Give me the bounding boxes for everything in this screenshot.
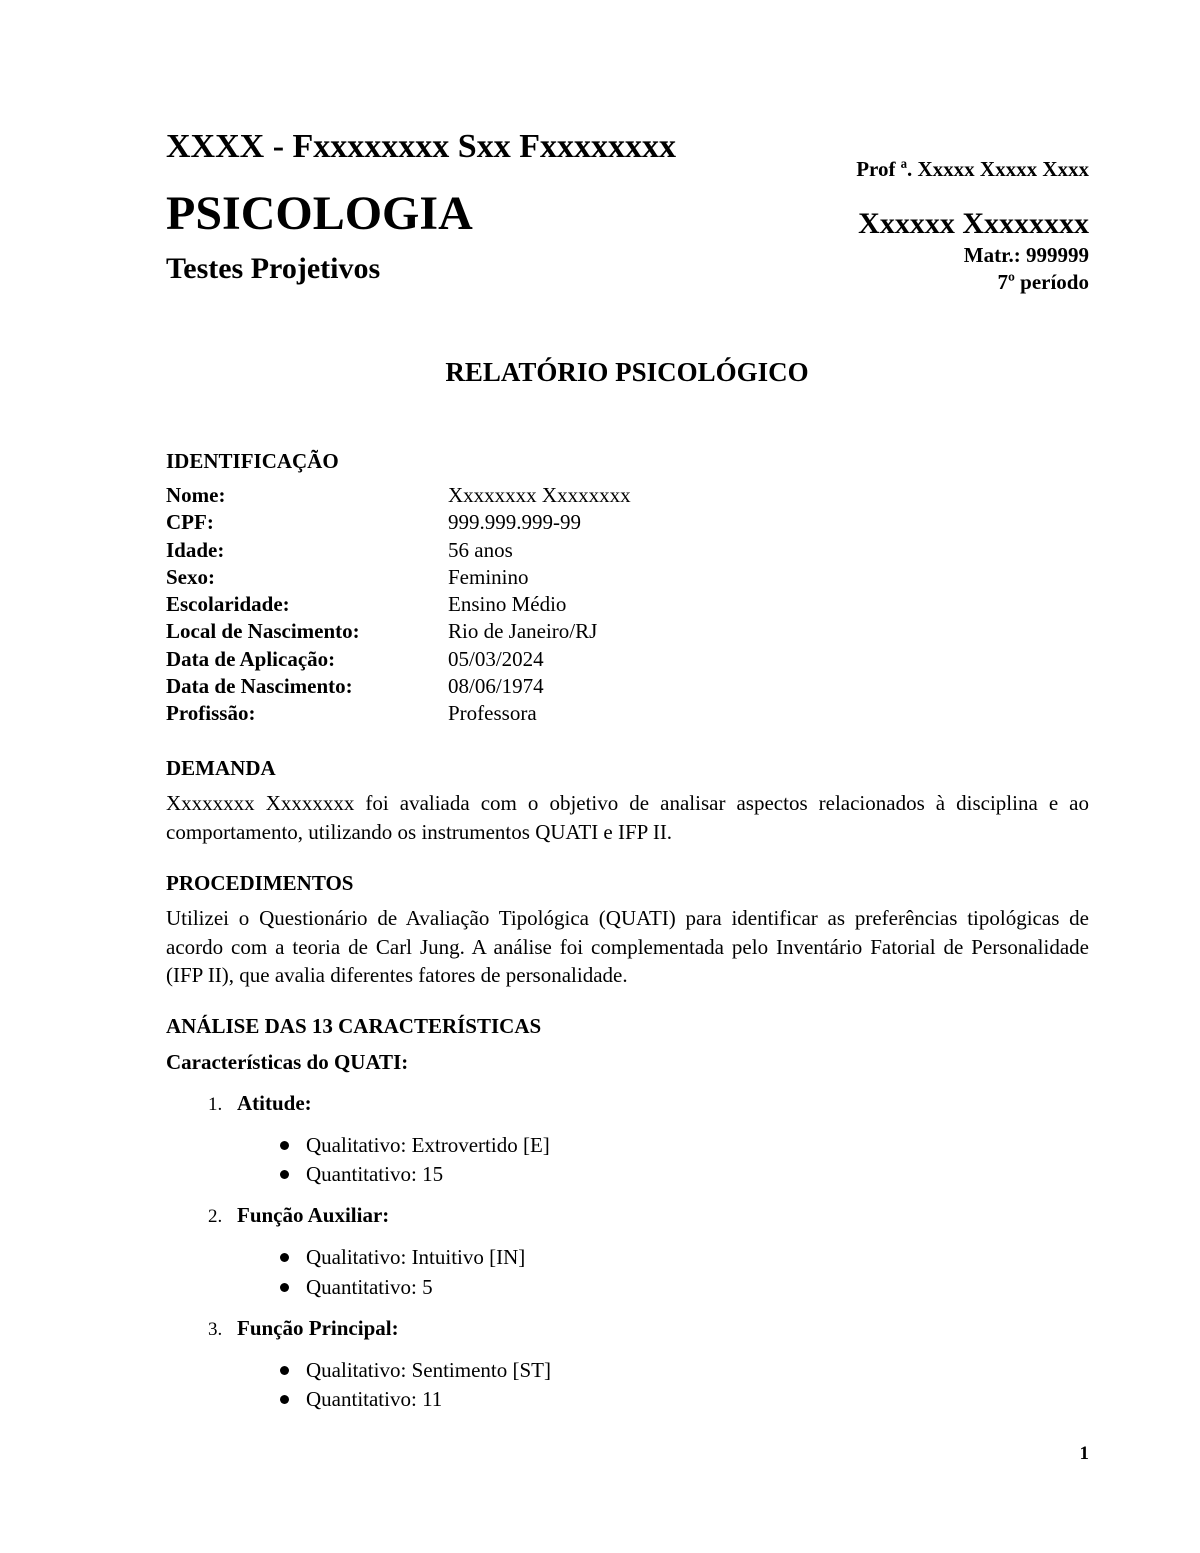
identification-heading: IDENTIFICAÇÃO <box>166 449 339 473</box>
id-value: Ensino Médio <box>448 592 567 617</box>
id-value: 08/06/1974 <box>448 674 544 699</box>
id-label: Local de Nascimento: <box>166 619 360 644</box>
id-value: Feminino <box>448 564 529 589</box>
qualitative-value: Qualitativo: Sentimento [ST] <box>306 1358 551 1382</box>
id-row-sex <box>166 564 631 591</box>
qualitative-value: Qualitativo: Extrovertido [E] <box>306 1133 550 1157</box>
list-item <box>208 1203 389 1228</box>
bullet-item <box>280 1133 550 1158</box>
id-value: 999.999.999-99 <box>448 510 581 535</box>
bullet-icon <box>280 1141 289 1150</box>
id-label: Sexo: <box>166 564 215 589</box>
id-label: Escolaridade: <box>166 592 290 617</box>
subject-title: PSICOLOGIA <box>166 187 473 240</box>
item-title: Atitude: <box>237 1091 312 1115</box>
registration-number: Matr.: 999999 <box>963 243 1089 267</box>
course-name: Testes Projetivos <box>166 252 381 285</box>
qualitative-value: Qualitativo: Intuitivo [IN] <box>306 1245 526 1269</box>
id-row-application-date <box>166 646 631 673</box>
quantitative-value: Quantitativo: 15 <box>306 1162 444 1186</box>
procedimentos-heading: PROCEDIMENTOS <box>166 871 354 895</box>
id-value: 05/03/2024 <box>448 646 544 671</box>
item-title: Função Auxiliar: <box>237 1203 390 1227</box>
demanda-heading: DEMANDA <box>166 756 276 780</box>
period-label: 7º período <box>997 270 1089 294</box>
id-row-education <box>166 591 631 618</box>
bullet-item <box>280 1387 442 1412</box>
id-label: Data de Aplicação: <box>166 646 336 671</box>
id-value: Rio de Janeiro/RJ <box>448 619 598 644</box>
quantitative-value: Quantitativo: 5 <box>306 1275 433 1299</box>
item-number: 3. <box>208 1319 223 1340</box>
quati-subheading: Características do QUATI: <box>166 1050 409 1074</box>
id-label: Nome: <box>166 483 226 507</box>
id-row-age <box>166 537 631 564</box>
bullet-item <box>280 1358 551 1383</box>
bullet-item <box>280 1245 525 1270</box>
bullet-icon <box>280 1253 289 1262</box>
id-row-profession <box>166 700 631 727</box>
list-item <box>208 1091 312 1116</box>
quantitative-value: Quantitativo: 11 <box>306 1387 443 1411</box>
id-value: Xxxxxxxx Xxxxxxxx <box>448 483 631 507</box>
bullet-icon <box>280 1170 289 1179</box>
id-value: 56 anos <box>448 537 513 562</box>
id-label: Idade: <box>166 537 225 562</box>
bullet-item <box>280 1162 443 1187</box>
bullet-icon <box>280 1395 289 1404</box>
id-row-birthplace <box>166 618 631 645</box>
id-label: Data de Nascimento: <box>166 674 353 699</box>
identification-table <box>166 482 631 728</box>
procedimentos-paragraph: Utilizei o Questionário de Avaliação Tipológica (QUATI) para identificar as preferências tipológicas de acordo com a teoria de Carl Jung. A análise foi complementada pelo Inventário Fatorial de Personalidade (IFP II), que avalia diferentes fatores de personalidade. <box>166 906 1089 987</box>
page-number: 1 <box>1079 1443 1089 1464</box>
document-title: RELATÓRIO PSICOLÓGICO <box>445 357 809 387</box>
analise-heading: ANÁLISE DAS 13 CARACTERÍSTICAS <box>166 1014 542 1038</box>
student-name: Xxxxxx Xxxxxxxx <box>858 207 1089 240</box>
demanda-paragraph: Xxxxxxxx Xxxxxxxx foi avaliada com o objetivo de analisar aspectos relacionados à disciplina e ao comportamento, utilizando os instrumentos QUATI e IFP II. <box>166 791 1089 844</box>
professor-name: Prof ª. Xxxxx Xxxxx Xxxx <box>856 157 1089 181</box>
id-label: Profissão: <box>166 701 256 726</box>
institution-name: XXXX - Fxxxxxxxx Sxx Fxxxxxxxx <box>166 128 676 165</box>
id-row-cpf <box>166 509 631 536</box>
list-item <box>208 1316 399 1341</box>
id-row-name <box>166 482 631 509</box>
bullet-icon <box>280 1283 289 1292</box>
bullet-icon <box>280 1366 289 1375</box>
item-number: 2. <box>208 1206 223 1227</box>
id-value: Professora <box>448 701 537 726</box>
id-row-birth-date <box>166 673 631 700</box>
item-number: 1. <box>208 1094 223 1115</box>
id-label: CPF: <box>166 510 214 535</box>
item-title: Função Principal: <box>237 1316 399 1340</box>
bullet-item <box>280 1275 433 1300</box>
